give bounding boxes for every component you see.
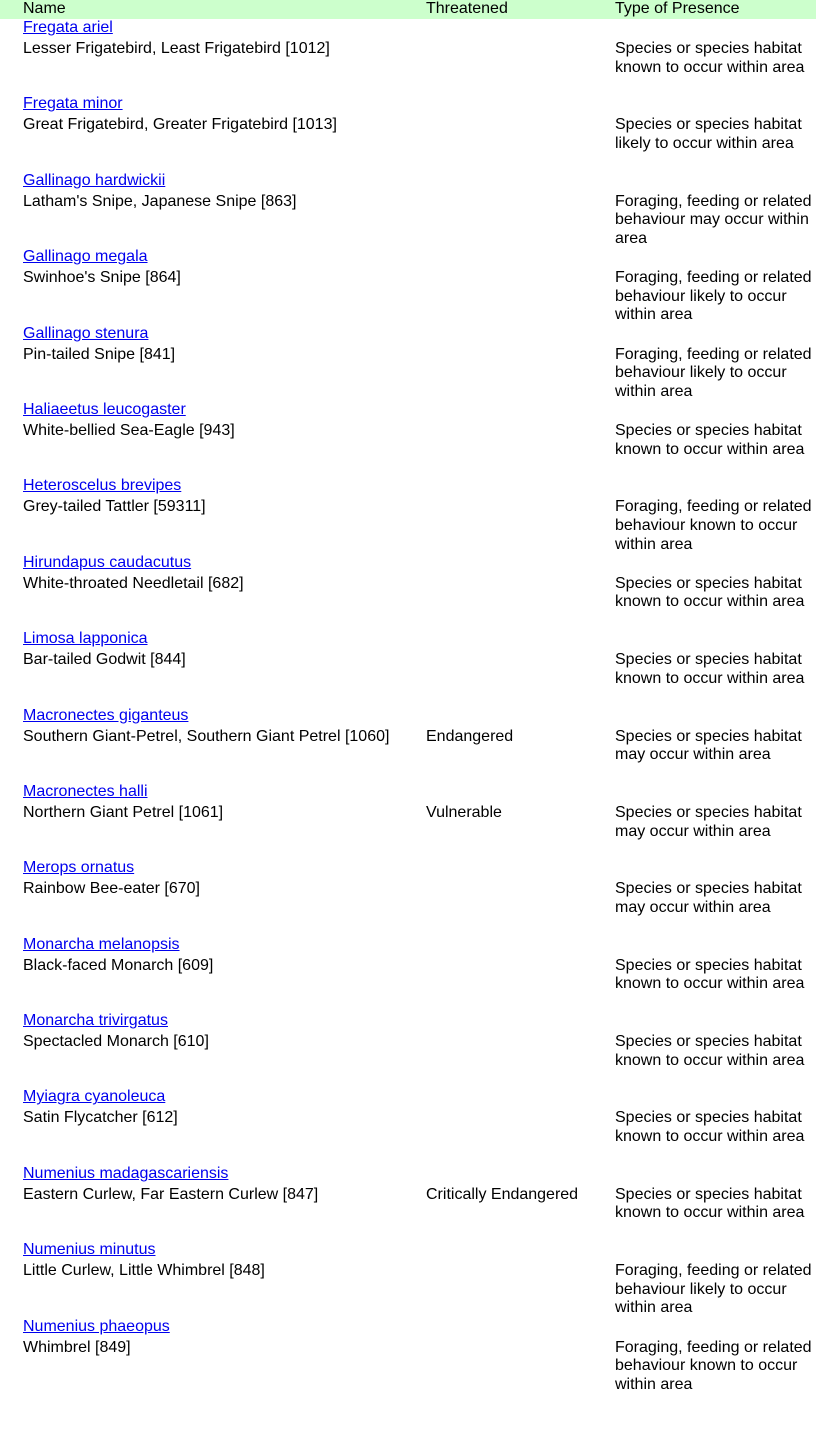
species-link[interactable]: Numenius phaeopus — [23, 1317, 170, 1335]
table-row — [0, 172, 825, 248]
threatened-status: Critically Endangered — [426, 1185, 579, 1203]
common-name: Satin Flycatcher [612] — [23, 1109, 178, 1127]
presence-type: Species or species habitat known to occur within area — [615, 956, 805, 993]
presence-type: Species or species habitat known to occur within area — [615, 574, 805, 611]
presence-type: Foraging, feeding or related behaviour likely to occur within area — [615, 1262, 812, 1317]
species-link[interactable]: Haliaeetus leucogaster — [23, 400, 186, 418]
presence-type: Foraging, feeding or related behaviour known to occur within area — [615, 1338, 812, 1393]
common-name: Swinhoe's Snipe [864] — [23, 269, 181, 287]
species-link[interactable]: Heteroscelus brevipes — [23, 477, 182, 495]
threatened-status: Endangered — [426, 727, 514, 745]
presence-type: Species or species habitat may occur within area — [615, 803, 802, 840]
table-row — [0, 1241, 825, 1317]
table-row — [0, 859, 825, 935]
species-link[interactable]: Gallinago megala — [23, 248, 148, 266]
presence-type: Species or species habitat known to occur within area — [615, 421, 805, 458]
common-name: Eastern Curlew, Far Eastern Curlew [847] — [23, 1185, 319, 1203]
header-presence: Type of Presence — [615, 0, 740, 17]
table-row — [0, 936, 825, 1012]
common-name: Bar-tailed Godwit [844] — [23, 651, 186, 669]
threatened-status: Vulnerable — [426, 803, 502, 821]
table-row — [0, 248, 825, 324]
presence-type: Species or species habitat likely to occur within area — [615, 116, 802, 152]
common-name: White-bellied Sea-Eagle [943] — [23, 421, 235, 439]
table-row — [0, 1012, 825, 1088]
table-row — [0, 1318, 825, 1394]
species-link[interactable]: Gallinago hardwickii — [23, 171, 166, 189]
species-link[interactable]: Merops ornatus — [23, 859, 135, 877]
presence-type: Species or species habitat known to occur within area — [615, 1033, 805, 1069]
table-row — [0, 477, 825, 553]
table-row — [0, 1088, 825, 1164]
presence-type: Species or species habitat known to occur within area — [615, 40, 805, 76]
presence-type: Species or species habitat may occur within area — [615, 727, 802, 764]
table-row — [0, 1165, 825, 1241]
common-name: Grey-tailed Tattler [59311] — [23, 498, 206, 516]
species-link[interactable]: Macronectes halli — [23, 782, 148, 800]
table-header — [0, 0, 816, 19]
species-link[interactable]: Limosa lapponica — [23, 630, 148, 648]
species-link[interactable]: Numenius minutus — [23, 1241, 156, 1259]
species-link[interactable]: Fregata ariel — [23, 19, 113, 36]
common-name: Southern Giant-Petrel, Southern Giant Petrel [1060] — [23, 727, 390, 745]
table-row — [0, 783, 825, 859]
presence-type: Species or species habitat may occur within area — [615, 880, 802, 916]
common-name: Rainbow Bee-eater [670] — [23, 880, 200, 898]
presence-type: Species or species habitat known to occur within area — [615, 1185, 805, 1222]
species-link[interactable]: Myiagra cyanoleuca — [23, 1088, 166, 1106]
species-link[interactable]: Fregata minor — [23, 95, 123, 113]
table-row — [0, 707, 825, 783]
species-table-body — [0, 19, 825, 1394]
header-threatened: Threatened — [426, 0, 508, 17]
species-link[interactable]: Hirundapus caudacutus — [23, 553, 192, 571]
table-row — [0, 630, 825, 706]
species-link[interactable]: Monarcha trivirgatus — [23, 1012, 168, 1030]
species-link[interactable]: Numenius madagascariensis — [23, 1164, 229, 1182]
presence-type: Foraging, feeding or related behaviour likely to occur within area — [615, 269, 812, 324]
species-link[interactable]: Macronectes giganteus — [23, 706, 189, 724]
presence-type: Foraging, feeding or related behaviour known to occur within area — [615, 498, 812, 553]
header-name: Name — [23, 0, 66, 17]
presence-type: Species or species habitat known to occur within area — [615, 1109, 805, 1146]
table-row — [0, 325, 825, 401]
common-name: Spectacled Monarch [610] — [23, 1033, 209, 1051]
common-name: Northern Giant Petrel [1061] — [23, 803, 224, 821]
common-name: Whimbrel [849] — [23, 1338, 131, 1356]
common-name: Pin-tailed Snipe [841] — [23, 345, 176, 363]
common-name: Black-faced Monarch [609] — [23, 956, 214, 974]
species-link[interactable]: Gallinago stenura — [23, 324, 149, 342]
presence-type: Foraging, feeding or related behaviour likely to occur within area — [615, 345, 812, 400]
common-name: Latham's Snipe, Japanese Snipe [863] — [23, 192, 297, 210]
common-name: Great Frigatebird, Greater Frigatebird [1013] — [23, 116, 337, 134]
presence-type: Foraging, feeding or related behaviour may occur within area — [615, 192, 812, 247]
presence-type: Species or species habitat known to occur within area — [615, 651, 805, 687]
table-row — [0, 554, 825, 630]
table-row — [0, 19, 825, 95]
table-row — [0, 95, 825, 171]
table-row — [0, 401, 825, 477]
species-link[interactable]: Monarcha melanopsis — [23, 935, 180, 953]
common-name: Lesser Frigatebird, Least Frigatebird [1012] — [23, 40, 330, 57]
common-name: Little Curlew, Little Whimbrel [848] — [23, 1262, 265, 1280]
common-name: White-throated Needletail [682] — [23, 574, 244, 592]
